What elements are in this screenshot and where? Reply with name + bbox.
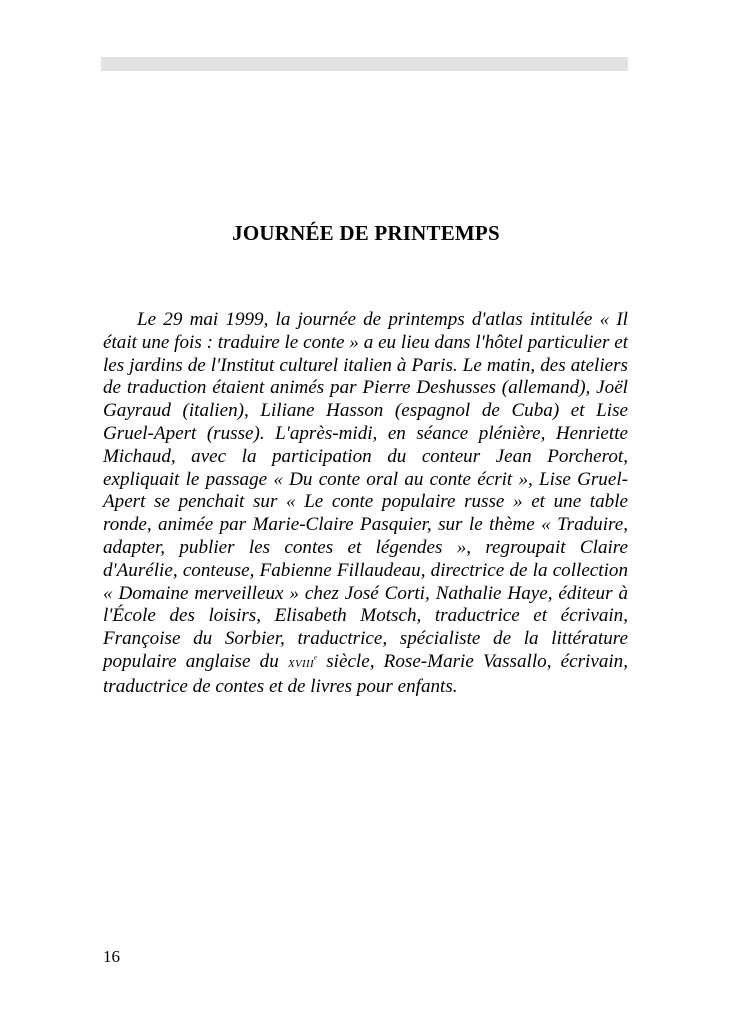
page-number: 16: [103, 947, 120, 966]
body-paragraph: [103, 309, 628, 699]
century-numeral: XVIII: [287, 657, 314, 670]
century-suffix: e: [313, 653, 318, 662]
header-bar: [101, 57, 628, 71]
body-text-part-2: siècle, Rose-Marie Vassallo, écrivain, traductrice de contes et de livres pour enfants.: [103, 650, 629, 697]
page-title: JOURNÉE DE PRINTEMPS: [232, 221, 500, 245]
body-text-part-1: Le 29 mai 1999, la journée de printemps d'atlas intitulée « Il était une fois : traduire le conte » a eu lieu dans l'hôtel particulier et les jardins de l'Institut culturel italien à Paris. Le matin, des ateliers de traduction étaient animés par Pierre Deshusses (allemand), Joël Gayraud (italien), Liliane Hasson (espagnol de Cuba) et Lise Gruel-Apert (russe). L'après-midi, en séance plénière, Henriette Michaud, avec la participation du conteur Jean Porcherot, expliquait le passage « Du conte oral au conte écrit », Lise Gruel-Apert se penchait sur « Le conte populaire russe » et une table ronde, animée par Marie-Claire Pasquier, sur le thème « Traduire, adapter, publier les contes et légendes », regroupait Claire d'Aurélie, conteuse, Fabienne Fillaudeau, directrice de la collection « Domaine merveilleux » chez José Corti, Nathalie Haye, éditeur à l'École des loisirs, Elisabeth Motsch, traductrice et écrivain, Françoise du Sorbier, traductrice, spécialiste de la littérature populaire anglaise du: [103, 309, 628, 672]
